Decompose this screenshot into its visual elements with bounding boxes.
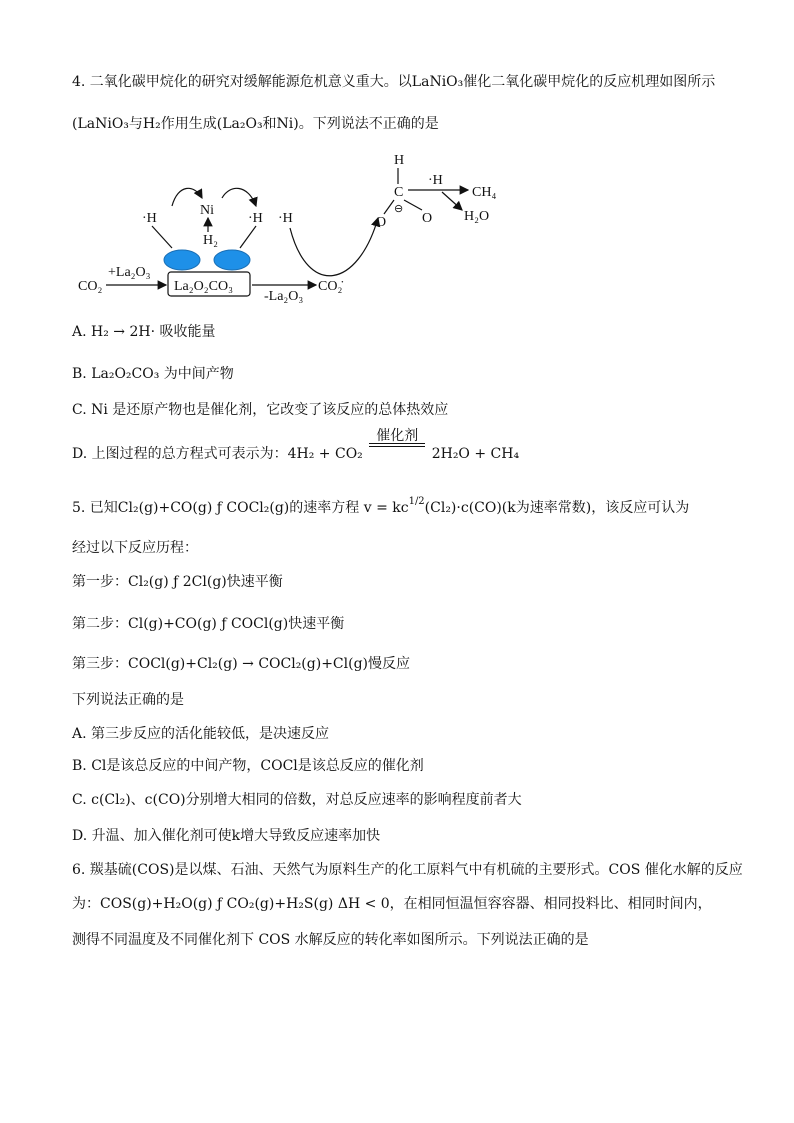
q5-question: 下列说法正确的是 — [72, 692, 184, 708]
q5-option-d: D. 升温、加入催化剂可使k增大导致反应速率加快 — [72, 828, 381, 844]
h-arrow-label: ·H — [428, 173, 443, 188]
h2-label: H₂ — [203, 233, 218, 248]
bond-c-oleft — [384, 200, 394, 214]
arc-arrow-left — [172, 188, 202, 206]
stem-left — [152, 226, 172, 248]
o-right-label: O — [422, 211, 433, 226]
add-la2o3-label: +La₂O₃ — [108, 265, 151, 280]
q5-option-b: B. Cl是该总反应的中间产物，COCl是该总反应的催化剂 — [72, 758, 424, 774]
q4-option-d-suffix: 2H₂O + CH₄ — [431, 446, 520, 462]
catalyst-label: 催化剂 — [376, 428, 419, 444]
catalyst-ellipse-right — [214, 250, 250, 270]
q5-line1 — [72, 498, 689, 520]
co2-start-label: CO₂ — [78, 279, 103, 294]
minus-label: ⊖ — [394, 203, 404, 215]
q5-line1-b: (Cl₂)·c(CO)(k为速率常数)，该反应可认为 — [424, 500, 690, 516]
arrow-to-h2o — [442, 192, 462, 210]
q6-line3: 测得不同温度及不同催化剂下 COS 水解反应的转化率如图所示。下列说法正确的是 — [72, 932, 589, 948]
stem-right — [240, 226, 256, 248]
h-top-label: H — [394, 153, 405, 168]
q5-step2: 第二步：Cl(g)+CO(g) ƒ COCl(g)快速平衡 — [72, 616, 345, 632]
q5-exponent: 1/2 — [408, 496, 425, 507]
ch4-label: CH₄ — [472, 185, 497, 200]
q4-option-a: A. H₂ → 2H· 吸收能量 — [72, 324, 216, 340]
ni-label: Ni — [200, 203, 214, 218]
h-left-label: ·H — [142, 211, 157, 226]
h-free-label: ·H — [278, 211, 293, 226]
arc-arrow-right — [222, 188, 256, 206]
c-label: C — [394, 185, 404, 200]
q5-step1: 第一步：Cl₂(g) ƒ 2Cl(g)快速平衡 — [72, 574, 283, 590]
sub-la2o3-label: -La₂O₃ — [264, 289, 304, 304]
bond-c-oright — [404, 200, 422, 210]
co2-radical-label: CO₂̇ — [318, 279, 343, 294]
q4-option-d-prefix: D. 上图过程的总方程式可表示为：4H₂ + CO₂ — [72, 446, 363, 462]
catalyst-ellipse-left — [164, 250, 200, 270]
h-transfer-curve — [290, 218, 378, 276]
mechanism-diagram — [72, 148, 497, 308]
q6-line1: 6. 羰基硫(COS)是以煤、石油、天然气为原料生产的化工原料气中有机硫的主要形式。COS 催化水解的反应 — [72, 862, 743, 878]
q5-line1-a: 5. 已知Cl₂(g)+CO(g) ƒ COCl₂(g)的速率方程 v = kc — [72, 500, 409, 516]
box-label: La₂O₂CO₃ — [174, 279, 233, 294]
q5-step3: 第三步：COCl(g)+Cl₂(g) → COCl₂(g)+Cl(g)慢反应 — [72, 656, 410, 672]
q4-option-d — [72, 428, 520, 472]
q6-line2: 为：COS(g)+H₂O(g) ƒ CO₂(g)+H₂S(g) ΔH < 0，在相同恒温恒容容器、相同投料比、相同时间内， — [72, 896, 712, 912]
q5-option-c: C. c(Cl₂)、c(CO)分别增大相同的倍数，对总反应速率的影响程度前者大 — [72, 792, 522, 808]
h-right-label: ·H — [248, 211, 263, 226]
o-left-label: O — [376, 215, 387, 230]
h2o-label: H₂O — [464, 209, 490, 224]
q4-option-c: C. Ni 是还原产物也是催化剂，它改变了该反应的总体热效应 — [72, 402, 449, 418]
q5-line2: 经过以下反应历程： — [72, 540, 198, 556]
q4-line2: (LaNiO₃与H₂作用生成(La₂O₃和Ni)。下列说法不正确的是 — [72, 116, 439, 132]
q4-option-b: B. La₂O₂CO₃ 为中间产物 — [72, 366, 234, 382]
q4-line1: 4. 二氧化碳甲烷化的研究对缓解能源危机意义重大。以LaNiO₃催化二氧化碳甲烷化的反应机理如图所示 — [72, 74, 716, 90]
q5-option-a: A. 第三步反应的活化能较低，是决速反应 — [72, 726, 330, 742]
catalyst-arrow — [369, 429, 425, 447]
